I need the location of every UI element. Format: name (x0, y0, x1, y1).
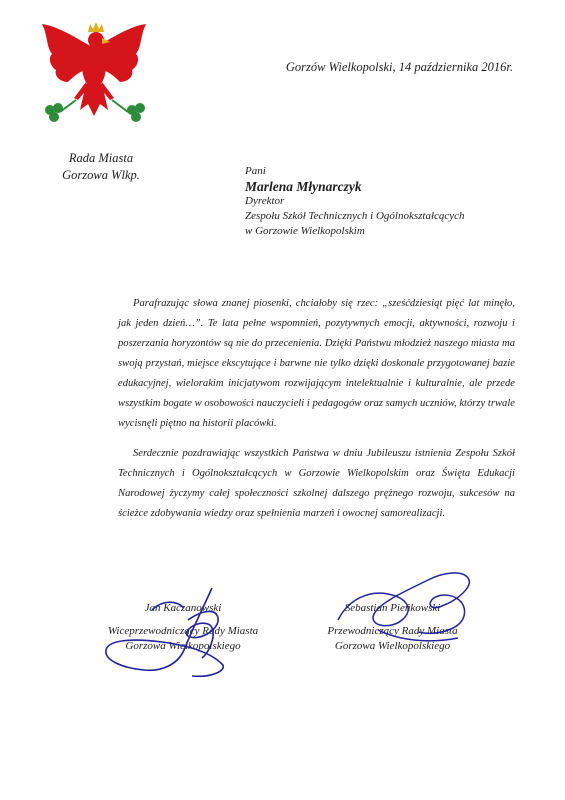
recipient-position: Dyrektor (245, 195, 285, 207)
paragraph-1: Parafrazując słowa znanej piosenki, chciałoby się rzec: „sześćdziesiąt pięć lat minęło, jak jeden dzień…”. Te lata pełne wspomnień, pozytywnych emocji, aktywności, rozwoju i poszerzania horyzontów są nie do przecenienia. Dzięki Państwu młodzież naszego miasta ma swoją przystań, miejsce ekscytujące i barwne nie tylko dzięki doskonale przygotowanej bazie edukacyjnej, wielorakim inicjatywom rozwijającym intelektualnie i kulturalnie, ale przede wszystkim bogate w osobowości nauczycieli i pedagogów oraz samych uczniów, którzy trwale wycisnęli piętno na historii placówki. (118, 298, 515, 429)
organization-line2: Gorzowa Wlkp. (62, 168, 140, 182)
recipient-salutation: Pani (245, 165, 266, 177)
recipient-institution-line1: Zespołu Szkół Technicznych i Ogólnokształcących (245, 210, 465, 222)
signature-left (88, 601, 278, 654)
signatory-left-name: Jan Kaczanowski (144, 602, 222, 614)
signatory-right-title1: Przewodniczący Rady Miasta (327, 625, 458, 637)
signature-right (305, 601, 480, 654)
place-date: Gorzów Wielkopolski, 14 października 2016r. (285, 60, 513, 74)
signatory-right-name: Sebastian Pieńkowski (344, 602, 441, 614)
letter-body (118, 294, 515, 524)
organization-name (36, 150, 166, 184)
recipient-institution-line2: w Gorzowie Wielkopolskim (245, 225, 365, 237)
paragraph-2: Serdecznie pozdrawiając wszystkich Państwa w dniu Jubileuszu istnienia Zespołu Szkół Technicznych i Ogólnokształcących w Gorzowie Wielkopolskim oraz Święta Edukacji Narodowej życzymy całej społeczności szkolnej dalszego prężnego rozwoju, sukcesów na ścieżce zdobywania wiedzy oraz spełnienia marzeń i owocnej samorealizacji. (118, 448, 515, 519)
recipient-name: Marlena Młynarczyk (245, 179, 362, 194)
recipient-block (245, 164, 465, 239)
coat-of-arms-eagle-icon (36, 18, 152, 124)
signatory-right-title2: Gorzowa Wielkopolskiego (334, 640, 451, 652)
organization-line1: Rada Miasta (68, 151, 134, 165)
signatory-left-title2: Gorzowa Wielkopolskiego (125, 640, 241, 652)
signatory-left-title1: Wiceprzewodniczący Rady Miasta (107, 625, 259, 637)
